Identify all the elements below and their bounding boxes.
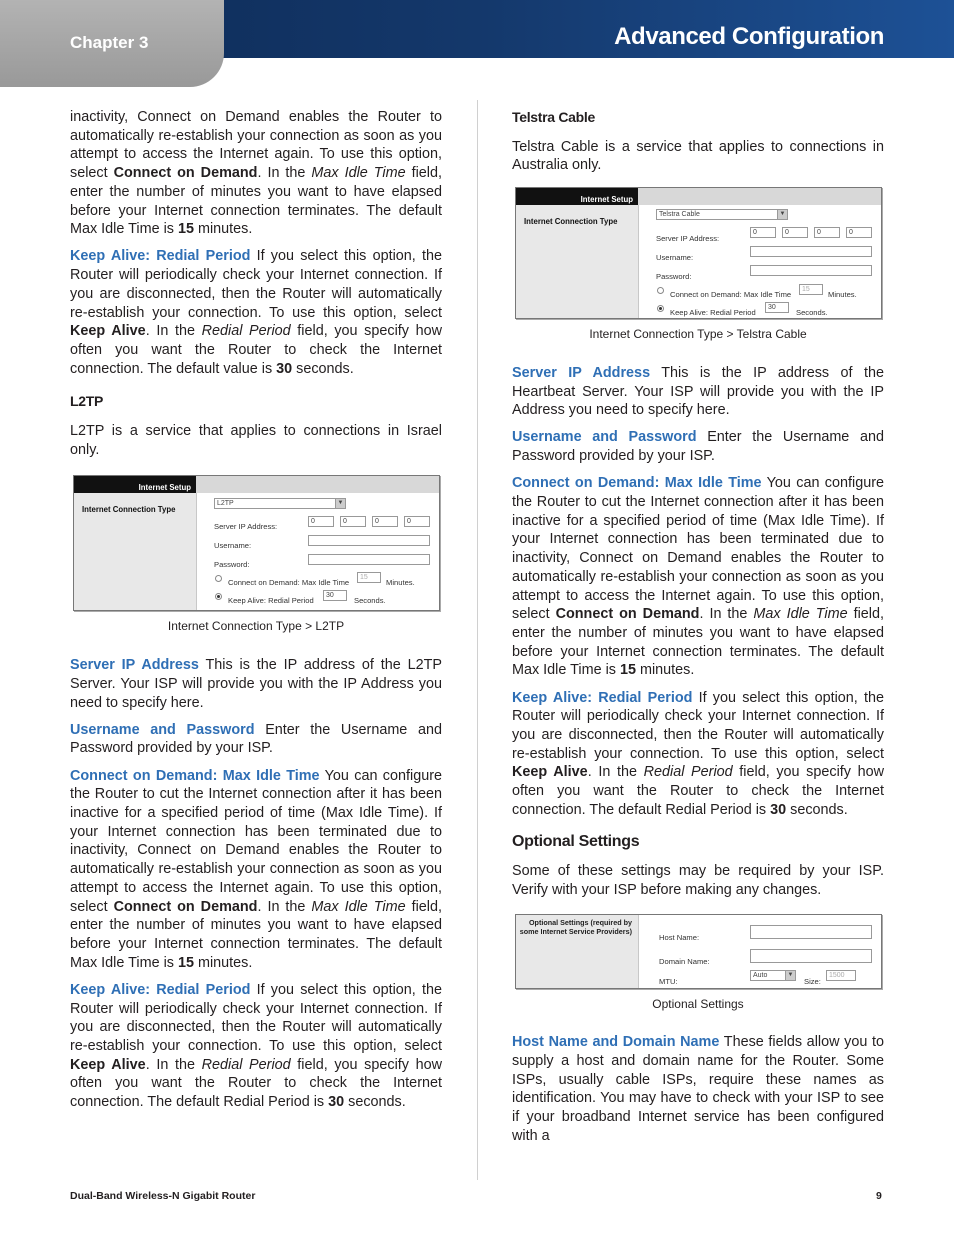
footer-product: Dual-Band Wireless-N Gigabit Router: [70, 1190, 256, 1202]
minutes-label: Minutes.: [386, 578, 415, 588]
cod-label: Connect on Demand: Max Idle Time: [670, 290, 792, 300]
ip-octet-3[interactable]: 0: [814, 227, 840, 238]
paragraph: L2TP is a service that applies to connections in Israel only.: [70, 423, 442, 458]
ka-label: Keep Alive: Redial Period: [228, 596, 314, 606]
section-heading-l2tp: L2TP: [70, 393, 104, 410]
figure-optional-settings: [512, 914, 884, 1014]
figure-caption: Internet Connection Type > Telstra Cable: [589, 327, 807, 342]
paragraph: Keep Alive: Redial Period If you select this option, the Router will periodically check your Internet connection. If you are disconnected, then the Router will automatically re-establish your connection. To use this option, select Keep Alive. In the Redial Period field, you specify how often you want the Router to check the Internet connection. The default Redial Period is 30 seconds.: [70, 981, 443, 1111]
password-input[interactable]: [308, 554, 430, 565]
minutes-label: Minutes.: [828, 290, 857, 300]
paragraph: Server IP Address This is the IP address of the L2TP Server. Your ISP will provide you with the IP Address you need to specify here.: [70, 657, 442, 711]
right-column: [512, 108, 884, 1154]
max-idle-input[interactable]: 15: [799, 284, 823, 295]
mtu-select[interactable]: Auto ▼: [750, 970, 796, 981]
paragraph: Keep Alive: Redial Period If you select this option, the Router will periodically check your Internet connection. If you are disconnected, then the Router will automatically re-establish your connection. To use this option, select Keep Alive. In the Redial Period field, you specify how often you want the Router to check the Internet connection. The default Redial Period is 30 seconds.: [512, 689, 885, 818]
seconds-label: Seconds.: [796, 308, 828, 318]
figure-caption: Optional Settings: [652, 996, 744, 1011]
password-label: Password:: [656, 272, 692, 282]
term-host-domain: Host Name and Domain Name: [512, 1034, 720, 1051]
size-label: Size:: [804, 976, 821, 986]
screenshot-sidebar: [516, 915, 639, 988]
paragraph: Connect on Demand: Max Idle Time You can configure the Router to cut the Internet connection after it has been inactive for a specified period of time (Max Idle Time). If your Internet connection has been terminated due to inactivity, Connect on Demand enables the Router to automatically re-establish your connection as soon as you attempt to access the Internet again. To use this option, select Connect on Demand. In the Max Idle Time field, enter the number of minutes you want to have elapsed before your Internet connection terminates. The default Max Idle Time is 15 minutes.: [70, 767, 443, 971]
redial-period-input[interactable]: 30: [765, 302, 789, 313]
internet-setup-tab: Internet Setup: [580, 195, 633, 205]
cod-label: Connect on Demand: Max Idle Time: [228, 578, 350, 588]
paragraph: Username and Password Enter the Username and Password provided by your ISP.: [70, 721, 442, 757]
paragraph: inactivity, Connect on Demand enables the Router to automatically re-establish your connection as soon as you attempt to access the Internet again. To use this option, select Connect on Demand. In the Max Idle Time field, enter the number of minutes you want to have elapsed before your Internet connection terminates. The default Max Idle Time is 15 minutes.: [70, 109, 443, 238]
term-keep-alive: Keep Alive: Redial Period: [70, 981, 251, 998]
ip-octet-2[interactable]: 0: [782, 227, 808, 238]
ip-octet-1[interactable]: 0: [750, 227, 776, 238]
domain-name-label: Domain Name:: [659, 956, 710, 966]
internet-setup-tab: Internet Setup: [138, 483, 191, 493]
connection-type-label: Internet Connection Type: [524, 217, 618, 227]
chapter-label: Chapter 3: [70, 33, 149, 52]
screenshot-sidebar: [74, 476, 197, 610]
page-number: 9: [876, 1190, 882, 1202]
keep-alive-radio[interactable]: [215, 593, 222, 600]
screenshot-telstra: [515, 187, 882, 319]
term-server-ip: Server IP Address: [70, 657, 199, 674]
username-input[interactable]: [750, 246, 872, 257]
username-label: Username:: [214, 541, 252, 551]
term-username-password: Username and Password: [512, 429, 697, 446]
section-heading-telstra: Telstra Cable: [512, 109, 595, 125]
ip-octet-4[interactable]: 0: [846, 227, 872, 238]
ip-octet-3[interactable]: 0: [372, 516, 398, 527]
connect-on-demand-radio[interactable]: [657, 287, 664, 294]
host-name-label: Host Name:: [659, 932, 700, 942]
page-title: Advanced Configuration: [614, 23, 884, 50]
mtu-size-input[interactable]: 1500: [826, 970, 856, 981]
paragraph: Server IP Address This is the IP address of the Heartbeat Server. Your ISP will provide you with the IP Address you need to specify here.: [512, 364, 884, 419]
figure-caption: Internet Connection Type > L2TP: [167, 619, 345, 634]
screenshot-optional: [515, 914, 882, 989]
screenshot-l2tp: [73, 475, 440, 611]
seconds-label: Seconds.: [354, 596, 386, 606]
paragraph: Some of these settings may be required by your ISP. Verify with your ISP before making any changes.: [512, 863, 884, 898]
term-keep-alive: Keep Alive: Redial Period: [512, 689, 693, 706]
ip-octet-1[interactable]: 0: [308, 516, 334, 527]
left-column: [70, 108, 442, 1120]
ip-octet-4[interactable]: 0: [404, 516, 430, 527]
paragraph: Telstra Cable is a service that applies to connections in Australia only.: [512, 138, 884, 174]
term-username-password: Username and Password: [70, 721, 255, 738]
paragraph: Connect on Demand: Max Idle Time You can configure the Router to cut the Internet connection after it has been inactive for a specified period of time (Max Idle Time). If your Internet connection has been terminated due to inactivity, Connect on Demand enables the Router to automatically re-establish your connection as soon as you attempt to access the Internet again. To use this option, select Connect on Demand. In the Max Idle Time field, enter the number of minutes you want to have elapsed before your Internet connection terminates. The default Max Idle Time is 15 minutes.: [512, 475, 885, 679]
connection-type-label: Internet Connection Type: [82, 505, 176, 515]
redial-period-input[interactable]: 30: [323, 590, 347, 601]
figure-telstra: [512, 187, 884, 344]
max-idle-input[interactable]: 15: [357, 572, 381, 583]
server-ip-label: Server IP Address:: [214, 522, 278, 532]
password-label: Password:: [214, 560, 250, 570]
connect-on-demand-radio[interactable]: [215, 575, 222, 582]
username-input[interactable]: [308, 535, 430, 546]
term-connect-on-demand: Connect on Demand: Max Idle Time: [70, 767, 320, 784]
ip-octet-2[interactable]: 0: [340, 516, 366, 527]
chevron-down-icon: ▼: [785, 971, 795, 980]
mtu-label: MTU:: [659, 976, 678, 986]
chevron-down-icon: ▼: [777, 210, 787, 219]
optional-settings-label: Optional Settings (required by some Internet Service Providers): [519, 917, 632, 936]
server-ip-label: Server IP Address:: [656, 234, 720, 244]
term-server-ip: Server IP Address: [512, 364, 651, 381]
keep-alive-radio[interactable]: [657, 305, 664, 312]
paragraph: Keep Alive: Redial Period If you select this option, the Router will periodically check your Internet connection. If you are disconnected, then the Router will automatically re-establish your connection. To use this option, select Keep Alive. In the Redial Period field, you specify how often you want the Router to check the Internet connection. The default value is 30 seconds.: [70, 248, 443, 377]
section-heading-optional: Optional Settings: [512, 833, 640, 851]
password-input[interactable]: [750, 265, 872, 276]
connection-type-select[interactable]: L2TP ▼: [214, 498, 346, 509]
paragraph: Host Name and Domain Name These fields allow you to supply a host and domain name for the Router. Some ISPs, usually cable ISPs, require these names as identification. You may have to check with your ISP to see if your broadband Internet service has been configured with a: [512, 1034, 885, 1144]
paragraph: Username and Password Enter the Username and Password provided by your ISP.: [512, 429, 884, 465]
screenshot-sidebar: [516, 188, 639, 318]
connection-type-select[interactable]: Telstra Cable ▼: [656, 209, 788, 220]
username-label: Username:: [656, 253, 694, 263]
chevron-down-icon: ▼: [335, 499, 345, 508]
column-divider: [477, 100, 478, 1180]
host-name-input[interactable]: [750, 925, 872, 939]
chapter-tab: [0, 0, 224, 87]
ka-label: Keep Alive: Redial Period: [670, 308, 756, 318]
figure-l2tp: [70, 475, 442, 636]
domain-name-input[interactable]: [750, 949, 872, 963]
term-keep-alive: Keep Alive: Redial Period: [70, 248, 251, 265]
term-connect-on-demand: Connect on Demand: Max Idle Time: [512, 475, 762, 492]
